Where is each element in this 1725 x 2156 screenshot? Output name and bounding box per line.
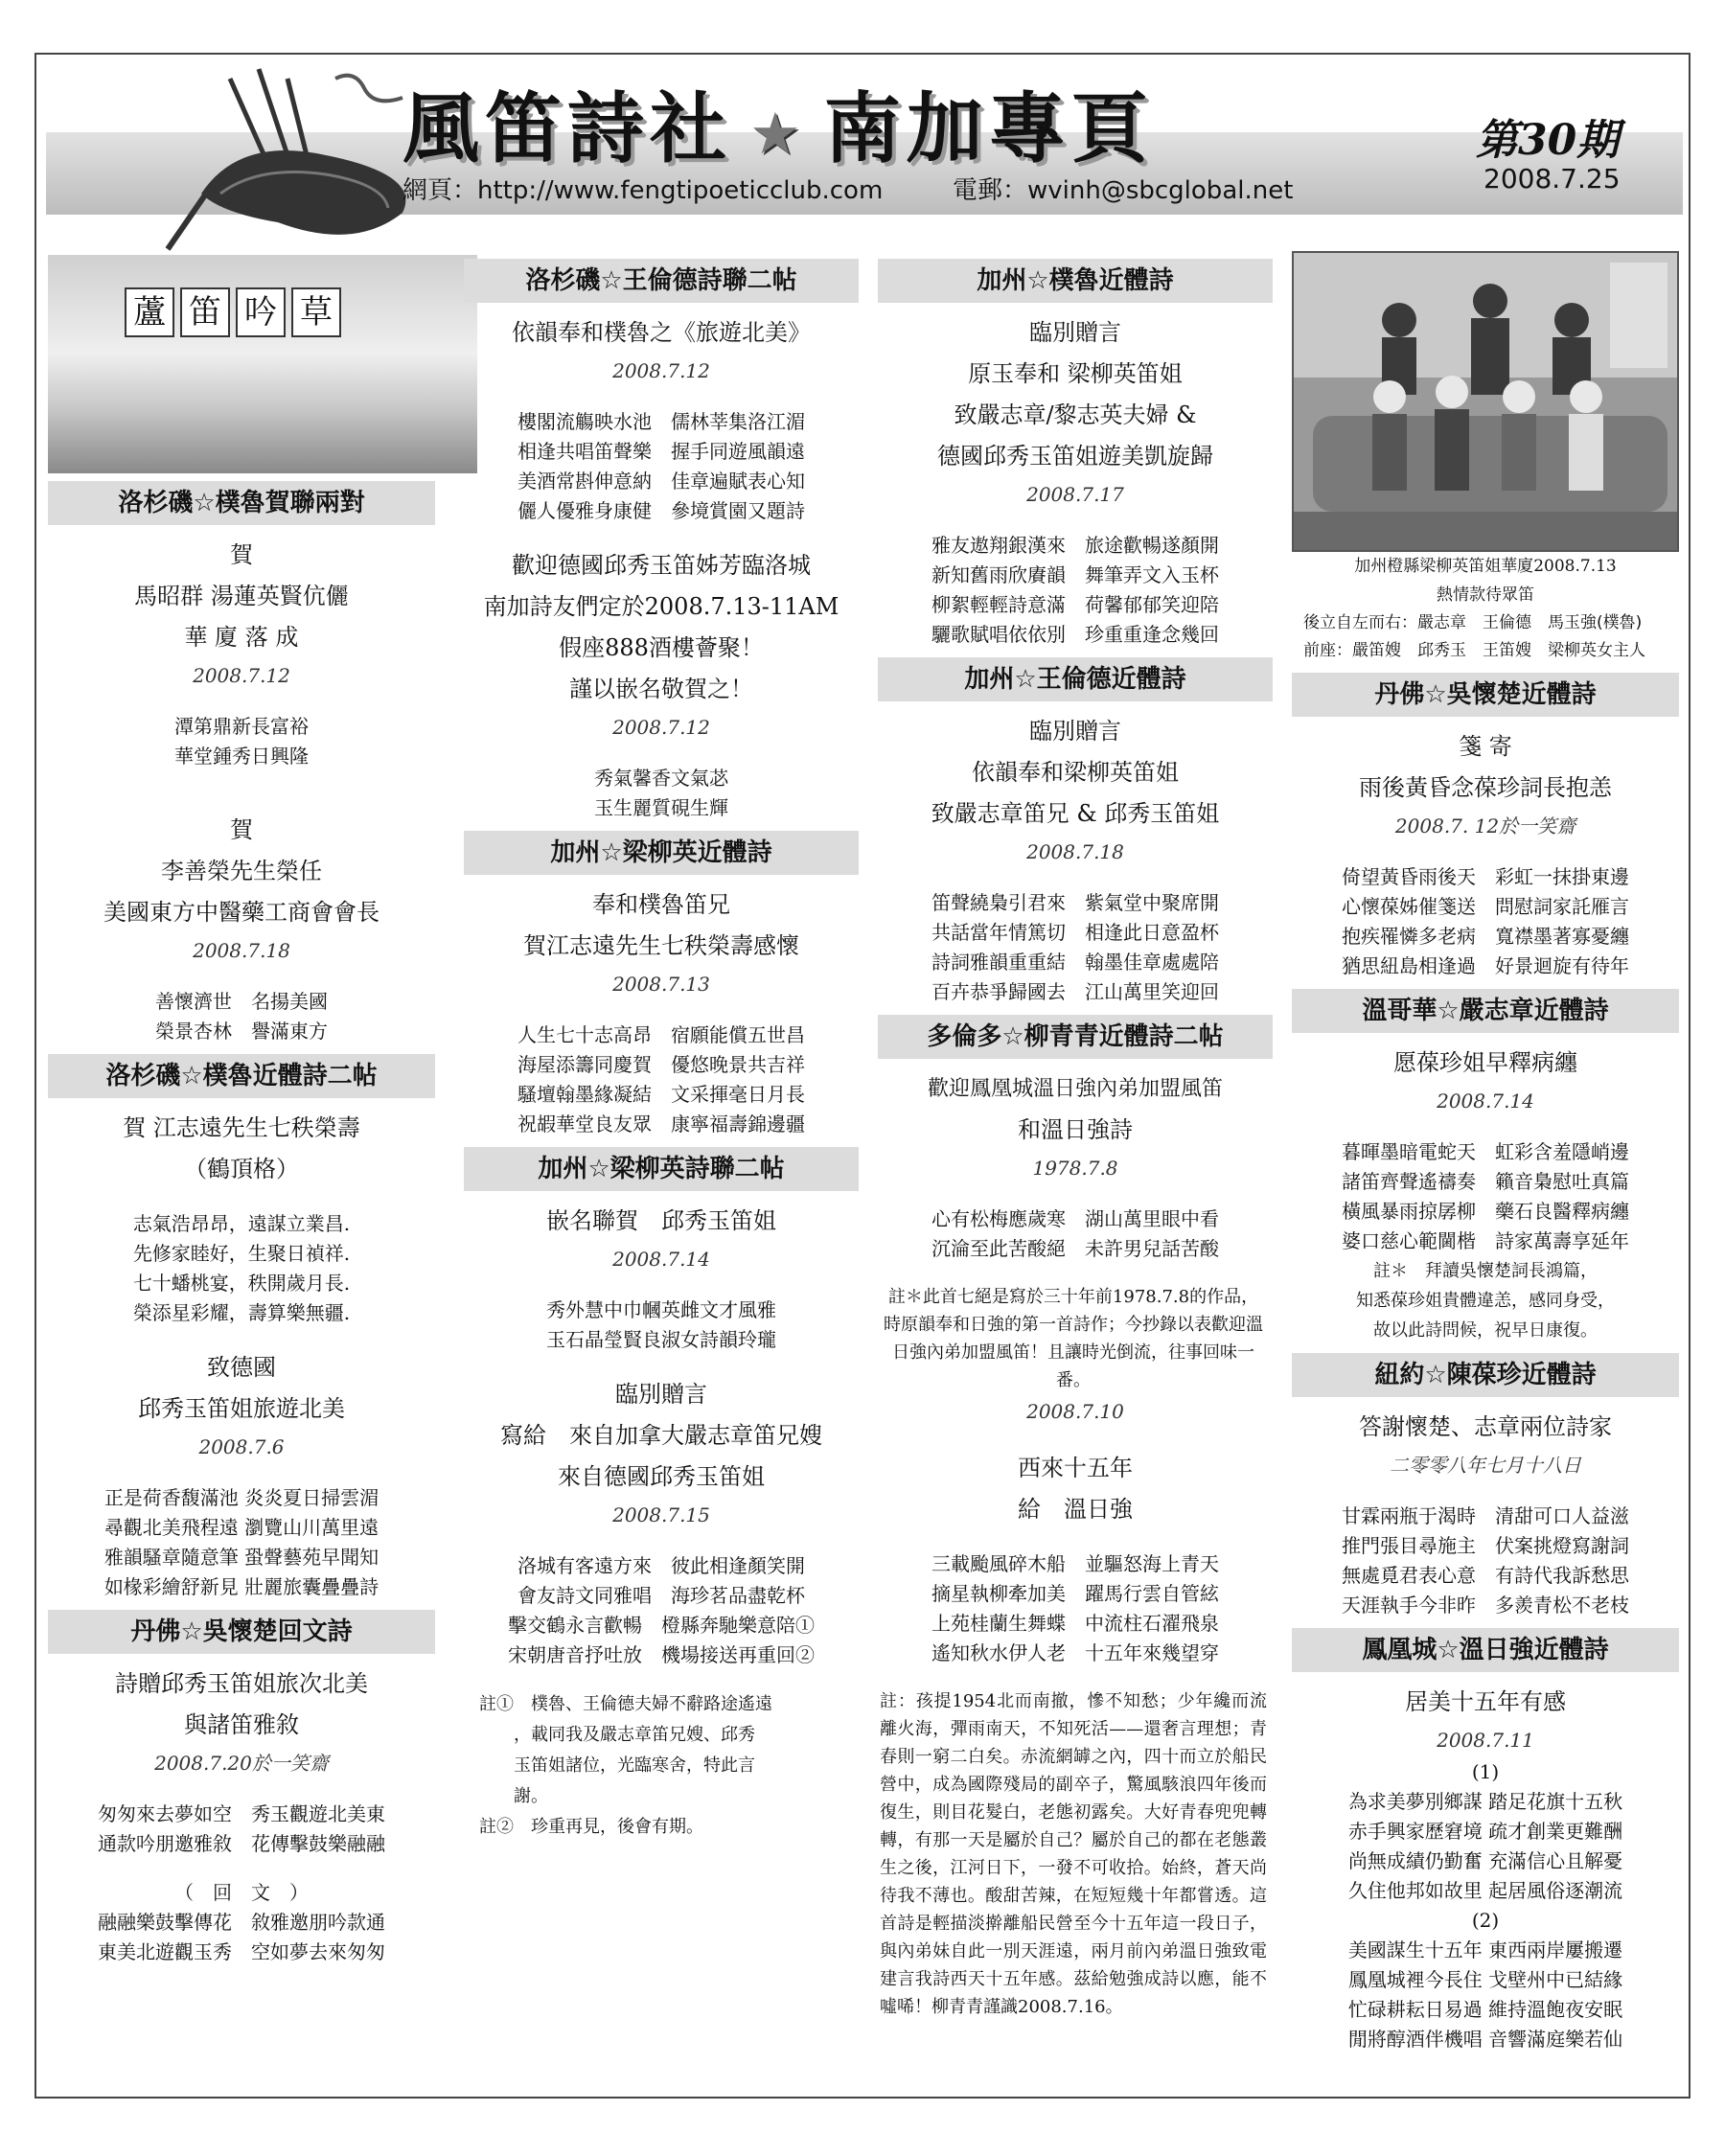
section-header: 加州☆梁柳英詩聯二帖 (464, 1147, 859, 1191)
photo-caption: 加州橙縣梁柳英笛姐華廈2008.7.13 (1354, 557, 1617, 576)
footnote: 註① 樸魯、王倫德夫婦不辭路途遙遠 (479, 1694, 772, 1714)
photo-caption: 熱情款待眾笛 (1437, 585, 1534, 605)
poem-line: 推門張目尋施主 伏案挑燈寫謝詞 (1342, 1534, 1629, 1557)
section-header: 洛杉磯☆樸魯賀聯兩對 (48, 481, 435, 525)
poem-heading: 奉和樸魯笛兄 (592, 891, 730, 918)
poem-line: 尋觀北美飛程遠 瀏覽山川萬里遠 (104, 1516, 380, 1539)
column-4 (1292, 251, 1679, 2054)
column-3 (878, 251, 1273, 2021)
poem-line: 洛城有客遠方來 彼此相逢顏笑開 (518, 1554, 805, 1577)
footnote: 註② 珍重再見，後會有期。 (479, 1817, 703, 1837)
poem-heading: 箋 寄 (1459, 733, 1512, 760)
poem-date: 1978.7.8 (1032, 1157, 1118, 1180)
poem-date: 2008.7.12 (612, 359, 710, 382)
poem-heading: 依韻奉和梁柳英笛姐 (972, 759, 1179, 786)
photo-caption: 前座：嚴笛嫂 邱秀玉 王笛嫂 梁柳英女主人 (1303, 641, 1645, 660)
poem-heading: 南加詩友們定於2008.7.13-11AM (483, 593, 840, 620)
group-photo-image (1294, 253, 1677, 550)
poem-line: 猶思紐島相逢過 好景迴旋有待年 (1342, 954, 1629, 977)
poem-heading: 李善榮先生榮任 (161, 858, 322, 884)
star-icon: ★ (749, 101, 807, 169)
group-photo (1292, 251, 1679, 552)
poem-line: 東美北遊觀玉秀 空如夢去來匆匆 (98, 1940, 385, 1963)
poem-heading: 給 溫日強 (1018, 1496, 1133, 1523)
poem-heading: 詩贈邱秀玉笛姐旅次北美 (115, 1670, 368, 1697)
section-header: 洛杉磯☆樸魯近體詩二帖 (48, 1054, 435, 1098)
poem-line: 擊交鶴永言歡暢 橙縣奔馳樂意陪① (508, 1614, 815, 1637)
poem-line: 倚望黃昏雨後天 彩虹一抹掛東邊 (1342, 865, 1629, 888)
page-title: 風笛詩社 ★ 南加專頁 (402, 84, 1154, 173)
poem-heading: 臨別贈言 (615, 1381, 707, 1408)
poem-heading: 歡迎德國邱秀玉笛姊芳臨洛城 (512, 552, 811, 579)
issue-number: 第30期 (1476, 116, 1620, 165)
poem-line: 摘星執柳牽加美 躍馬行雲自管絃 (932, 1582, 1219, 1605)
poem-heading: 華 廈 落 成 (184, 624, 299, 651)
poem-line: 沉淪至此苦酸絕 未許男兒話苦酸 (932, 1237, 1219, 1260)
poem-date: 2008.7.18 (193, 939, 290, 962)
section-header: 加州☆梁柳英近體詩 (464, 831, 859, 875)
poem-line: 騷壇翰墨緣凝結 文采揮毫日月長 (518, 1083, 805, 1106)
section-header: 丹佛☆吳懷楚近體詩 (1292, 673, 1679, 717)
footnote: 註＊ 拜讀吳懷楚詞長鴻篇， (1373, 1261, 1598, 1281)
poem-line: 會友詩文同雅唱 海珍茗品盡乾杯 (518, 1584, 805, 1607)
poem-line: 橫風暴雨掠孱柳 藥石良醫釋病纏 (1342, 1200, 1629, 1223)
section-header: 丹佛☆吳懷楚回文詩 (48, 1610, 435, 1654)
poem-line: 雅韻騷章隨意筆 蛩聲藝苑早聞知 (104, 1546, 380, 1569)
poem-line: 善懷濟世 名揚美國 (155, 990, 328, 1013)
poem-date: 2008.7.20於一笑齋 (154, 1752, 329, 1775)
poem-line: 華堂鍾秀日興隆 (174, 745, 309, 768)
photo-caption: 後立自左而右：嚴志章 王倫德 馬玉強(樸魯) (1303, 613, 1643, 632)
poem-line: 海屋添籌同慶賀 優悠晚景共吉祥 (518, 1053, 805, 1076)
footnote: ，載同我及嚴志章笛兄嫂、邱秀 (479, 1725, 755, 1745)
poem-heading: 賀 (230, 541, 253, 568)
website-link[interactable]: 網頁：http://www.fengtipoeticclub.com (402, 176, 884, 205)
poem-heading: 西來十五年 (1018, 1455, 1133, 1481)
poem-line: 相逢共唱笛聲樂 握手同遊風韻遠 (518, 440, 805, 463)
poem-line: 祝嘏華堂良友眾 康寧福壽錦邊疆 (518, 1112, 805, 1135)
poem-line: 志氣浩昂昂，遠謀立業昌. (132, 1212, 351, 1235)
poem-line: 笛聲繞梟引君來 紫氣堂中聚席開 (932, 891, 1219, 914)
poem-line: 通款吟朋邀雅敘 花傳擊鼓樂融融 (98, 1832, 385, 1855)
poem-line: 尚無成績仍勤奮 充滿信心且解憂 (1347, 1849, 1623, 1872)
poem-line: 人生七十志高昂 宿願能償五世昌 (518, 1023, 805, 1046)
poem-heading: 致嚴志章笛兄 & 邱秀玉笛姐 (931, 800, 1220, 827)
poem-heading: 賀 (230, 816, 253, 843)
poem-line: 諸笛齊聲遙禱奏 籟音梟慰吐真篇 (1342, 1170, 1629, 1193)
poem-heading: 寫給 來自加拿大嚴志章笛兄嫂 (500, 1422, 822, 1449)
poem-line: 先修家睦好，生聚日禎祥. (132, 1242, 351, 1265)
reed-title: 蘆 笛 吟 草 (125, 287, 341, 337)
poem-line: 三載颱風碎木船 並驅怒海上青天 (932, 1552, 1219, 1575)
poem-line: 久住他邦如故里 起居風俗逐潮流 (1347, 1879, 1623, 1902)
poem-line: 匆匆來去夢如空 秀玉觀遊北美東 (98, 1802, 385, 1825)
poem-line: 上苑桂蘭生舞蝶 中流柱石濯飛泉 (932, 1612, 1219, 1635)
poem-heading: 來自德國邱秀玉笛姐 (558, 1463, 765, 1490)
poem-line: 玉生麗質硯生輝 (594, 796, 728, 819)
poem-line: 共話當年情篤切 相逢此日意盈杯 (932, 921, 1219, 944)
poem-number: (1) (1471, 1760, 1500, 1783)
poem-date: 2008.7.18 (1026, 840, 1124, 863)
poem-number: (2) (1471, 1909, 1500, 1932)
section-header: 洛杉磯☆王倫德詩聯二帖 (464, 259, 859, 303)
poem-line: 百卉恭爭歸國去 江山萬里笑迎回 (932, 980, 1219, 1003)
poem-line: 潭第鼎新長富裕 (174, 715, 309, 738)
email-link[interactable]: 電郵：wvinh@sbcglobal.net (953, 176, 1294, 205)
poem-heading: 美國東方中醫藥工商會會長 (104, 899, 380, 926)
reed-image (48, 255, 477, 473)
poem-date: 2008.7.13 (612, 973, 710, 996)
poem-line: 秀外慧中巾幗英雌文才風雅 (546, 1298, 776, 1321)
poem-heading: 假座888酒樓薈聚！ (559, 634, 764, 661)
poem-heading: 臨別贈言 (1029, 718, 1121, 745)
poem-line: 秀氣馨香文氣苾 (594, 767, 728, 790)
poem-line: 閒將醇酒伴機唱 音響滿庭樂若仙 (1347, 2028, 1623, 2051)
poem-heading: 居美十五年有感 (1405, 1688, 1566, 1715)
poem-line: 赤手興家歷窘境 疏才創業更難酬 (1347, 1820, 1623, 1843)
poem-date: 2008.7.6 (198, 1435, 285, 1458)
poem-heading: 雨後黃昏念葆珍詞長抱恙 (1359, 774, 1612, 801)
poem-line: 榮添星彩耀，壽算樂無疆. (132, 1301, 351, 1324)
column-2 (464, 251, 859, 1843)
poem-heading: 歡迎鳳凰城溫日強內弟加盟風笛 (927, 1077, 1223, 1101)
section-header: 溫哥華☆嚴志章近體詩 (1292, 989, 1679, 1033)
poem-line: 抱疾罹憐多老病 寬襟墨著寡憂纏 (1342, 925, 1629, 948)
poem-heading: 謹以嵌名敬賀之！ (569, 676, 753, 702)
poem-line: 詩詞雅韻重重結 翰墨佳章處處陪 (932, 951, 1219, 974)
poem-date: 二零零八年七月十八日 (1390, 1454, 1581, 1477)
poem-line: 為求美夢別鄉謀 踏足花旗十五秋 (1347, 1790, 1623, 1813)
poem-heading: 邱秀玉笛姐旅遊北美 (138, 1395, 345, 1422)
poem-date: 2008.7.15 (612, 1503, 710, 1526)
footnote: 知悉葆珍姐貴體違恙，感同身受， (1356, 1291, 1615, 1311)
poem-heading: 馬昭群 湯蓮英賢伉儷 (134, 583, 349, 609)
footnote: 玉笛姐諸位，光臨寒舍，特此言 (479, 1755, 755, 1776)
section-header: 加州☆樸魯近體詩 (878, 259, 1273, 303)
section-header: 加州☆王倫德近體詩 (878, 657, 1273, 701)
poem-date: 2008.7.12 (612, 716, 710, 739)
poem-heading: 賀 江志遠先生七秩榮壽 (123, 1114, 360, 1141)
poem-line: 榮景杏林 譽滿東方 (155, 1020, 328, 1043)
poem-heading: 嵌名聯賀 邱秀玉笛姐 (546, 1207, 776, 1234)
column-1 (48, 251, 435, 1967)
poem-line: 新知舊雨欣賡韻 舞筆弄文入玉杯 (932, 563, 1219, 586)
poem-heading: 答謝懷楚、志章兩位詩家 (1359, 1413, 1612, 1440)
poem-heading: 臨別贈言 (1029, 319, 1121, 346)
poem-line: 如椽彩繪舒新見 壯麗旅囊疊疊詩 (104, 1575, 380, 1598)
poem-line: 天涯執手今非昨 多羨青松不老枝 (1342, 1594, 1629, 1617)
poem-heading: 與諸笛雅敘 (184, 1711, 299, 1738)
poem-line: 婆口慈心範閫楷 詩家萬壽享延年 (1342, 1229, 1629, 1252)
poem-line: 忙碌耕耘日易過 維持溫飽夜安眠 (1347, 1998, 1623, 2021)
poem-date: 2008.7.14 (1437, 1089, 1534, 1112)
poem-heading: 致德國 (207, 1354, 276, 1381)
poem-heading: 賀江志遠先生七秩榮壽感懷 (523, 932, 799, 959)
section-header: 多倫多☆柳青青近體詩二帖 (878, 1015, 1273, 1059)
footnote: 故以此詩問候，祝早日康復。 (1373, 1320, 1598, 1341)
poem-line: 美酒常斟伸意納 佳章遍賦表心知 (518, 470, 805, 493)
poem-line: 無處覓君表心意 有詩代我訴愁思 (1342, 1564, 1629, 1587)
poem-line: 遙知秋水伊人老 十五年來幾望穿 (932, 1641, 1219, 1664)
poem-date: 2008.7.14 (612, 1248, 710, 1271)
poem-heading: 德國邱秀玉笛姐遊美凱旋歸 (937, 443, 1213, 470)
poem-date: 2008.7. 12於一笑齋 (1394, 814, 1576, 837)
poem-line: 雅友遨翔銀漢來 旅途歡暢遂顏開 (932, 534, 1219, 557)
section-header: 紐約☆陳葆珍近體詩 (1292, 1353, 1679, 1397)
poem-line: 正是荷香馥滿池 炎炎夏日掃雲湄 (104, 1486, 380, 1509)
poem-heading: 和溫日強詩 (1018, 1116, 1133, 1143)
poem-line: 暮暉墨暗電蛇天 虹彩含羞隱峭邊 (1342, 1140, 1629, 1163)
poem-heading: 愿葆珍姐早釋病纏 (1393, 1049, 1577, 1076)
poem-line: 驪歌賦唱依依別 珍重重逢念幾回 (932, 623, 1219, 646)
poem-heading: 致嚴志章/黎志英夫婦 & (954, 401, 1197, 428)
poem-date: 2008.7.12 (193, 664, 290, 687)
poem-line: 鳳凰城裡今長住 戈壁州中已結緣 (1347, 1968, 1623, 1991)
poem-line: 七十蟠桃宴，秩開歲月長. (132, 1272, 351, 1295)
footnote: 註＊此首七絕是寫於三十年前1978.7.8的作品，時原韻奉和日強的第一首詩作；今抄錄以表歡迎溫日強內弟加盟風笛！且讓時光倒流，往事回味一番。 (884, 1287, 1263, 1390)
poem-line: 玉石晶瑩賢良淑女詩韻玲瓏 (546, 1328, 776, 1351)
poem-line: 儷人優雅身康健 參境賞園又題詩 (518, 499, 805, 522)
section-header: 鳳凰城☆溫日強近體詩 (1292, 1628, 1679, 1672)
issue-date: 2008.7.25 (1484, 163, 1621, 195)
poem-line: 融融樂鼓擊傳花 敘雅邀朋吟款通 (98, 1911, 385, 1934)
poem-date: 2008.7.10 (1026, 1400, 1124, 1423)
bagpipe-logo-icon (163, 59, 441, 251)
poem-date: 2008.7.11 (1437, 1729, 1534, 1752)
footnote: 註：孩提1954北而南撤，慘不知愁；少年纔而流離火海，彈雨南天，不知死活——還奢言理想；青春則一窮二白矣。赤流網罅之內，四十而立於船民營中，成為國際殘局的副卒子，驚風駭浪四年後而復生，則目花髮白，老態初露矣。大好青春兜兜轉轉，有那一天是屬於自己？屬於自己的都在老態叢生之後，江河日下，一發不可收拾。始終，蒼天尚待我不薄也。酸甜苦辣，在短短幾十年都嘗透。這首詩是輕描淡擀離船民營至今十五年這一段日子，與內弟妹自此一別天涯遠，兩月前內弟溫日強致電建言我詩西天十五年感。茲給勉強成詩以應，能不噓唏！柳青青謹識2008.7.16。 (880, 1691, 1267, 2017)
footnote: 謝。 (479, 1786, 548, 1806)
poem-heading: （ 回 文 ） (174, 1881, 309, 1904)
poem-line: 宋朝唐音抒吐放 機場接送再重回② (508, 1643, 815, 1666)
poem-line: 心懷葆姊催箋送 問慰詞家託雁言 (1342, 895, 1629, 918)
poem-line: 甘霖兩瓶于渴時 清甜可口人益滋 (1342, 1504, 1629, 1527)
poem-line: 心有松梅應歲寒 湖山萬里眼中看 (932, 1207, 1219, 1230)
poem-line: 樓閣流觴映水池 儒林莘集洛江湄 (518, 410, 805, 433)
poem-heading: 原玉奉和 梁柳英笛姐 (968, 360, 1183, 387)
poem-heading: （鶴頂格） (184, 1156, 299, 1182)
poem-line: 柳絮輕輕詩意滿 荷馨郁郁笑迎陪 (932, 593, 1219, 616)
poem-line: 美國謀生十五年 東西兩岸屢搬遷 (1347, 1938, 1623, 1961)
poem-heading: 依韻奉和樸魯之《旅遊北美》 (512, 319, 811, 346)
poem-date: 2008.7.17 (1026, 483, 1124, 506)
